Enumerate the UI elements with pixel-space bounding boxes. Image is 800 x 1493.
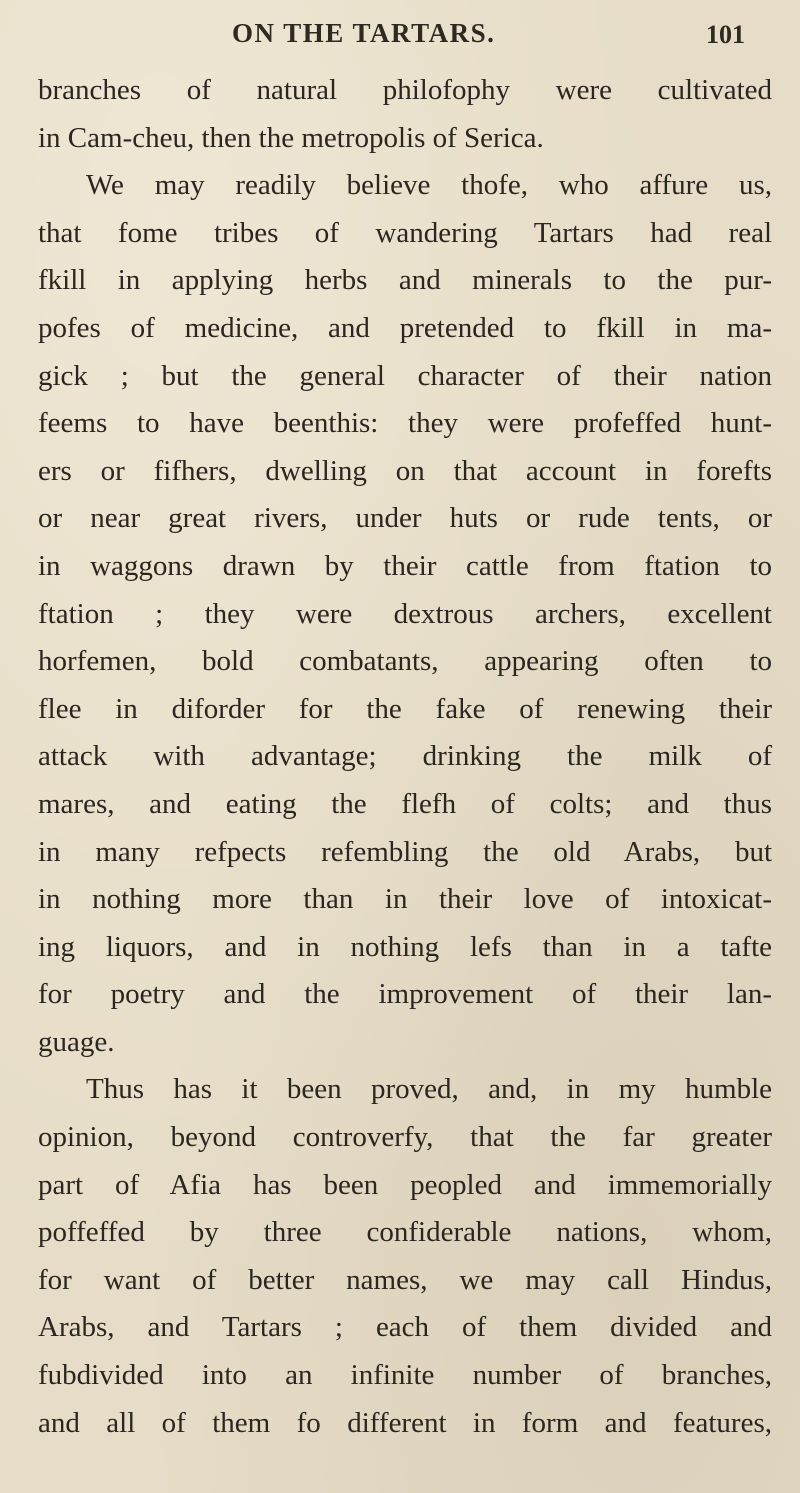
text-line: feems to have beenthis: they were profeffed hunt- bbox=[38, 407, 772, 440]
text-line: or near great rivers, under huts or rude tents, or bbox=[38, 502, 772, 535]
text-line: that fome tribes of wandering Tartars had real bbox=[38, 216, 772, 249]
page-number: 101 bbox=[706, 20, 745, 49]
text-line: Arabs, and Tartars ; each of them divided and bbox=[38, 1311, 772, 1344]
text-line: guage. bbox=[38, 1025, 115, 1058]
text-line: in Cam-cheu, then the metropolis of Serica. bbox=[38, 121, 544, 154]
text-line: in nothing more than in their love of intoxicat- bbox=[38, 883, 772, 916]
text-line: ing liquors, and in nothing lefs than in a tafte bbox=[38, 930, 772, 963]
text-line: opinion, beyond controverfy, that the far greater bbox=[38, 1121, 772, 1154]
running-head bbox=[0, 18, 800, 58]
text-line: fkill in applying herbs and minerals to the pur- bbox=[38, 264, 772, 297]
text-line: ers or fifhers, dwelling on that account in forefts bbox=[38, 454, 772, 487]
running-title: ON THE TARTARS. bbox=[232, 18, 496, 48]
text-line: branches of natural philofophy were cultivated bbox=[38, 74, 772, 106]
text-line: mares, and eating the flefh of colts; and thus bbox=[38, 787, 772, 820]
text-line: We may readily believe thofe, who affure us, bbox=[86, 169, 772, 202]
text-line: gick ; but the general character of their nation bbox=[38, 359, 772, 392]
text-line: horfemen, bold combatants, appearing often to bbox=[38, 645, 772, 678]
text-line: fubdivided into an infinite number of branches, bbox=[38, 1359, 772, 1392]
text-line: for want of better names, we may call Hindus, bbox=[38, 1263, 772, 1296]
text-line: part of Afia has been peopled and immemorially bbox=[38, 1168, 772, 1201]
text-line: attack with advantage; drinking the milk of bbox=[38, 740, 772, 773]
text-line: and all of them fo different in form and features, bbox=[38, 1406, 772, 1439]
text-line: Thus has it been proved, and, in my humble bbox=[86, 1073, 772, 1106]
text-line: flee in diforder for the fake of renewing their bbox=[38, 692, 772, 725]
text-line: poffeffed by three confiderable nations, whom, bbox=[38, 1216, 772, 1249]
text-line: in waggons drawn by their cattle from ftation to bbox=[38, 549, 772, 582]
text-line: ftation ; they were dextrous archers, excellent bbox=[38, 597, 772, 630]
text-line: for poetry and the improvement of their lan- bbox=[38, 978, 772, 1011]
text-line: in many refpects refembling the old Arabs, but bbox=[38, 835, 772, 868]
body-text bbox=[38, 67, 772, 1447]
text-line: pofes of medicine, and pretended to fkill in ma- bbox=[38, 311, 772, 344]
